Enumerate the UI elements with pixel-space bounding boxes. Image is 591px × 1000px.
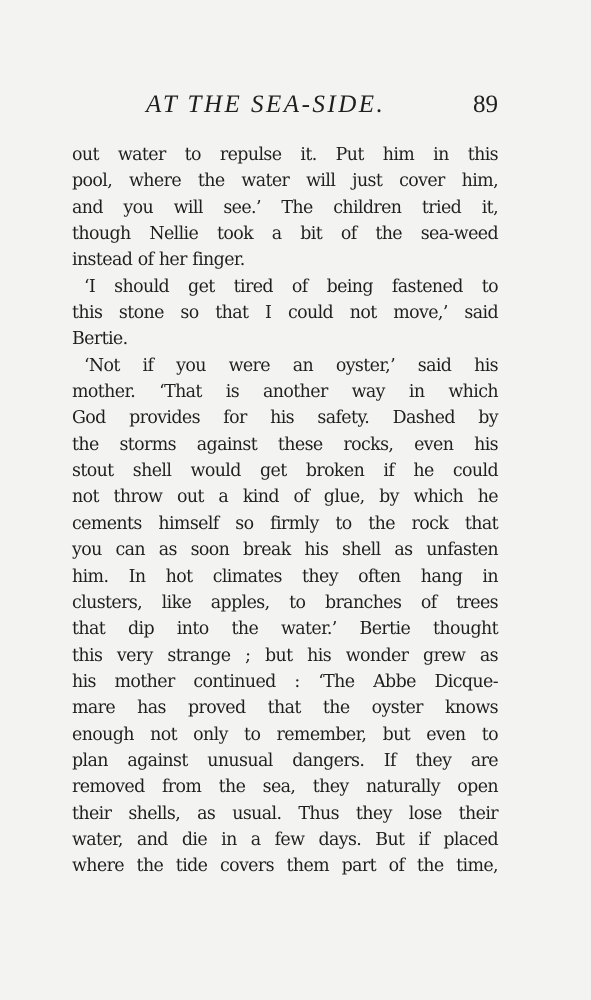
text-line: pool, where the water will just cover him, <box>72 171 498 192</box>
text-line: him. In hot climates they often hang in <box>72 566 498 587</box>
text-line: though Nellie took a bit of the sea-weed <box>72 224 498 245</box>
text-line: stout shell would get broken if he could <box>72 461 498 482</box>
page-header <box>72 91 498 125</box>
text-line: water, and die in a few days. But if placed <box>72 829 498 850</box>
text-line: ‘I should get tired of being fastened to <box>84 276 498 297</box>
text-line: instead of her finger. <box>72 250 245 271</box>
text-line: his mother continued : ‘The Abbe Dicque- <box>72 671 498 692</box>
text-line: this very strange ; but his wonder grew as <box>72 645 498 666</box>
text-line: removed from the sea, they naturally open <box>72 777 498 798</box>
text-line: where the tide covers them part of the time, <box>72 856 498 877</box>
text-line: this stone so that I could not move,’ said <box>72 303 498 324</box>
text-line: cements himself so firmly to the rock that <box>72 513 498 534</box>
text-line: the storms against these rocks, even his <box>72 434 498 455</box>
text-line: plan against unusual dangers. If they are <box>72 750 498 771</box>
text-line: God provides for his safety. Dashed by <box>72 408 498 429</box>
text-line: you can as soon break his shell as unfasten <box>72 540 498 561</box>
text-line: their shells, as usual. Thus they lose their <box>72 803 498 824</box>
text-line: that dip into the water.’ Bertie thought <box>72 619 498 640</box>
text-line: mother. ‘That is another way in which <box>72 382 498 403</box>
text-line: and you will see.’ The children tried it, <box>72 197 498 218</box>
page-number: 89 <box>473 91 498 118</box>
running-head: AT THE SEA-SIDE. <box>146 91 386 118</box>
text-line: Bertie. <box>72 329 128 350</box>
text-line: mare has proved that the oyster knows <box>72 698 498 719</box>
body-text <box>72 142 498 880</box>
text-line: enough not only to remember, but even to <box>72 724 498 745</box>
text-line: out water to repulse it. Put him in this <box>72 145 498 165</box>
text-line: ‘Not if you were an oyster,’ said his <box>84 355 498 376</box>
text-line: clusters, like apples, to branches of trees <box>72 592 498 613</box>
text-line: not throw out a kind of glue, by which he <box>72 487 498 508</box>
